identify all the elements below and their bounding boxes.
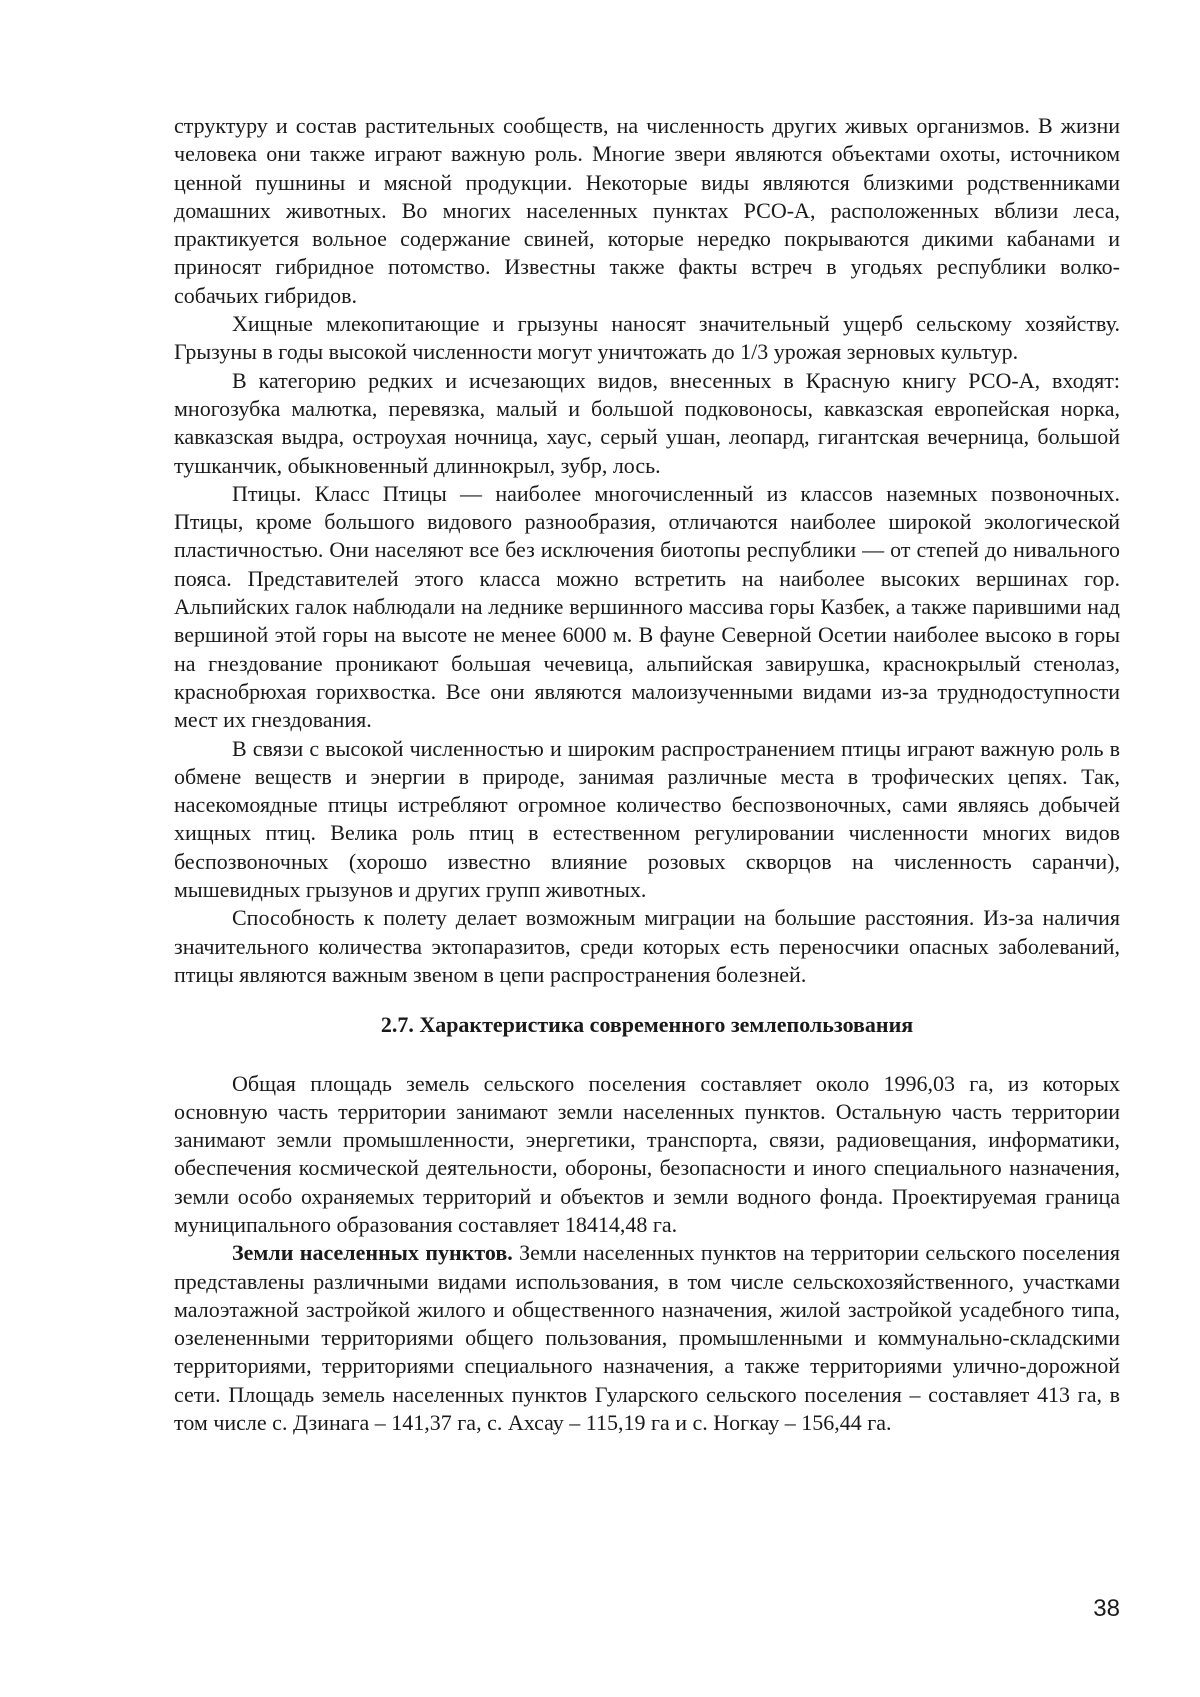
- settlements-lead: Земли населенных пунктов.: [232, 1240, 513, 1266]
- section-heading: 2.7. Характеристика современного землепользования: [380, 1012, 914, 1038]
- paragraph-birds-role: В связи с высокой численностью и широким распространением птицы играют важную роль в обмене веществ и энергии в природе, занимая различные места в трофических цепях. Так, насекомоядные птицы истребляют огромное количество беспозвоночных, сами являясь добычей хищных птиц. Велика роль птиц в естественном регулировании численности многих видов беспозвоночных (хорошо известно влияние розовых скворцов на численность саранчи), мышевидных грызунов и других групп животных.: [174, 735, 1120, 903]
- paragraph-birds-migration: Способность к полету делает возможным миграции на большие расстояния. Из-за наличия значительного количества эктопаразитов, среди которых есть переносчики опасных заболеваний, птицы являются важным звеном в цепи распространения болезней.: [174, 905, 1120, 987]
- paragraph-red-book: В категорию редких и исчезающих видов, внесенных в Красную книгу РСО-А, входят: многозубка малютка, перевязка, малый и большой подковоносы, кавказская европейская норка, кавказская выдра, остроухая ночница, хаус, серый ушан, леопард, гигантская вечерница, большой тушканчик, обыкновенный длиннокрыл, зубр, лось.: [174, 367, 1120, 478]
- paragraph-settlements: [174, 1239, 1120, 1437]
- paragraph-mammals-role: структуру и состав растительных сообществ, на численность других живых организмов. В жизни человека они также играют важную роль. Многие звери являются объектами охоты, источником ценной пушнины и мясной продукции. Некоторые виды являются близкими родственниками домашних животных. Во многих населенных пунктах РСО-А, расположенных вблизи леса, практикуется вольное содержание свиней, которые нередко покрываются дикими кабанами и приносят гибридное потомство. Известны также факты встреч в угодьях республики волко-собачьих гибридов.: [174, 113, 1120, 308]
- paragraph-birds: Птицы. Класс Птицы — наиболее многочисленный из классов наземных позвоночных. Птицы, кроме большого видового разнообразия, отличаются наиболее широкой экологической пластичностью. Они населяют все без исключения биотопы республики — от степей до нивального пояса. Представителей этого класса можно встретить на наиболее высоких вершинах гор. Альпийских галок наблюдали на леднике вершинного массива горы Казбек, а также парившими над вершиной этой горы на высоте не менее 6000 м. В фауне Северной Осетии наиболее высоко в горы на гнездование проникают большая чечевица, альпийская завирушка, краснокрылый стенолаз, краснобрюхая горихвостка. Все они являются малоизученными видами из-за труднодоступности мест их гнездования.: [174, 480, 1120, 733]
- page-number: 38: [1093, 1595, 1120, 1622]
- paragraph-land-total: Общая площадь земель сельского поселения составляет около 1996,03 га, из которых основную часть территории занимают земли населенных пунктов. Остальную часть территории занимают земли промышленности, энергетики, транспорта, связи, радиовещания, информатики, обеспечения космической деятельности, обороны, безопасности и иного специального назначения, земли особо охраняемых территорий и объектов и земли водного фонда. Проектируемая граница муниципального образования составляет 18414,48 га.: [174, 1070, 1120, 1237]
- paragraph-mammals-damage: Хищные млекопитающие и грызуны наносят значительный ущерб сельскому хозяйству. Грызуны в годы высокой численности могут уничтожать до 1/3 урожая зерновых культур.: [174, 311, 1120, 365]
- settlements-text: Земли населенных пунктов на территории сельского поселения представлены различными видами использования, в том числе сельскохозяйственного, участками малоэтажной застройкой жилого и общественного назначения, жилой застройкой усадебного типа, озелененными территориями общего пользования, промышленными и коммунально-складскими территориями, территориями специального назначения, а также территориями улично-дорожной сети. Площадь земель населенных пунктов Гуларского сельского поселения – составляет 413 га, в том числе с. Дзинага – 141,37 га, с. Ахсау – 115,19 га и с. Ногкау – 156,44 га.: [174, 1240, 1120, 1436]
- document-body: [174, 112, 1120, 1437]
